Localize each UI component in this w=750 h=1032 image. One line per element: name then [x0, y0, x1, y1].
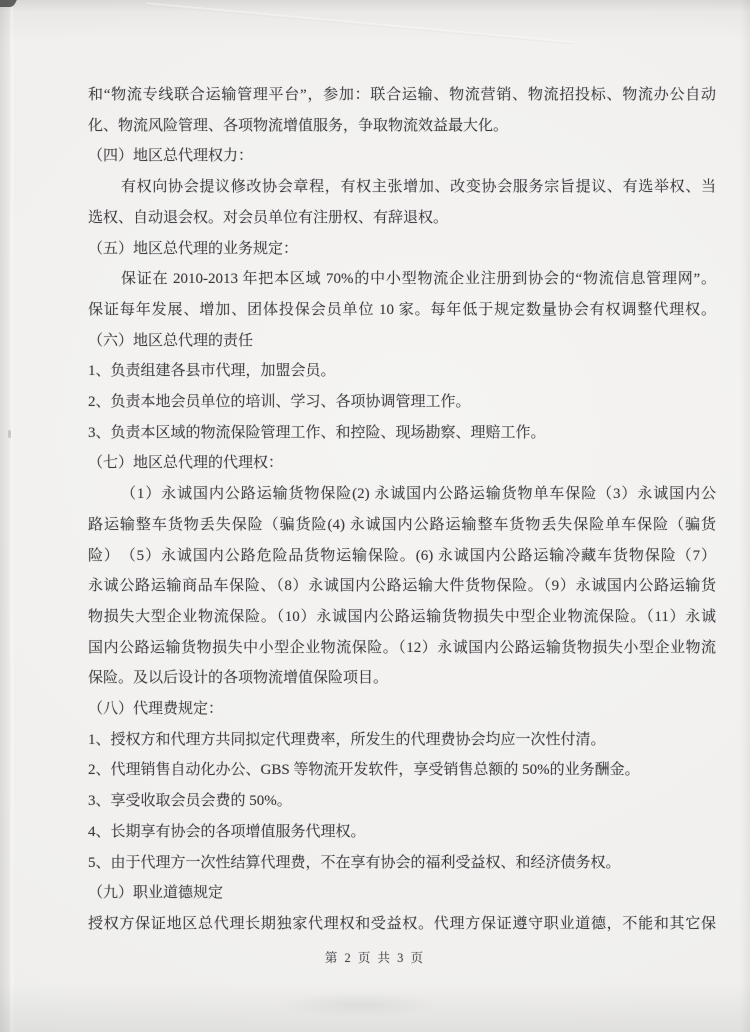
list-item: 4、长期享有协会的各项增值服务代理权。: [88, 823, 366, 840]
section-heading: （五）地区总代理的业务规定：: [88, 240, 299, 257]
scan-speck: [8, 430, 11, 438]
scan-smudge: [280, 992, 440, 1018]
text-line: 保证在 2010-2013 年把本区域 70%的中小型物流企业注册到协会的“物流信息管理网”。: [121, 271, 716, 288]
document-body: [88, 80, 716, 940]
section-heading: （九）职业道德规定: [88, 885, 224, 902]
list-item: 1、授权方和代理方共同拟定代理费率，所发生的代理费协会均应一次性付清。: [88, 731, 606, 748]
text-line: 永诚公路运输商品车保险、（8）永诚国内公路运输大件货物保险。（9）永诚国内公路运输货: [88, 578, 716, 595]
list-item: 3、享受收取会员会费的 50%。: [88, 793, 292, 810]
section-heading: （七）地区总代理的代理权：: [88, 455, 284, 472]
scan-top-shadow: [0, 0, 750, 42]
section-heading: （六）地区总代理的责任: [88, 332, 254, 349]
text-line: 险） （5）永诚国内公路危险品货物运输保险。(6) 永诚国内公路运输冷藏车货物保险（7）: [88, 547, 716, 564]
text-line: 保证每年发展、增加、团体投保会员单位 10 家。每年低于规定数量协会有权调整代理权。: [88, 301, 716, 318]
scan-left-paper-edge: [0, 0, 14, 1032]
section-heading: （八）代理费规定：: [88, 701, 224, 718]
list-item: 1、负责组建各县市代理，加盟会员。: [88, 363, 336, 380]
list-item: 3、负责本区域的物流保险管理工作、和控险、现场勘察、理赔工作。: [88, 424, 546, 441]
list-item: 5、由于代理方一次性结算代理费，不在享有协会的福利受益权、和经济债务权。: [88, 854, 621, 871]
list-item: 2、代理销售自动化办公、GBS 等物流开发软件，享受销售总额的 50%的业务酬金。: [88, 762, 640, 779]
text-line: 选权、自动退会权。对会员单位有注册权、有辞退权。: [88, 209, 449, 226]
scan-right-shadow: [740, 0, 750, 1032]
text-line: 保险。及以后设计的各项物流增值保险项目。: [88, 670, 389, 687]
text-line: （1）永诚国内公路运输货物保险(2) 永诚国内公路运输货物单车保险（3）永诚国内公: [121, 486, 716, 503]
text-line: 国内公路运输货物损失中小型企业物流保险。（12）永诚国内公路运输货物损失小型企业物流: [88, 639, 716, 656]
text-line: 物损失大型企业物流保险。（10）永诚国内公路运输货物损失中型企业物流保险。（11）永诚: [88, 608, 716, 625]
section-heading: （四）地区总代理权力：: [88, 148, 254, 165]
text-line: 路运输整车货物丢失保险（骗货险(4) 永诚国内公路运输整车货物丢失保险单车保险（骗货: [88, 516, 716, 533]
text-line: 和“物流专线联合运输管理平台”，参加：联合运输、物流营销、物流招投标、物流办公自动: [88, 87, 716, 103]
page-number: 第 2 页 共 3 页: [324, 951, 426, 965]
text-line: 化、物流风险管理、各项物流增值服务，争取物流效益最大化。: [88, 117, 509, 134]
list-item: 2、负责本地会员单位的培训、学习、各项协调管理工作。: [88, 394, 471, 411]
text-line: 有权向协会提议修改协会章程，有权主张增加、改变协会服务宗旨提议、有选举权、当: [121, 179, 716, 196]
text-line: 授权方保证地区总代理长期独家代理权和受益权。代理方保证遵守职业道德，不能和其它保: [88, 915, 716, 932]
